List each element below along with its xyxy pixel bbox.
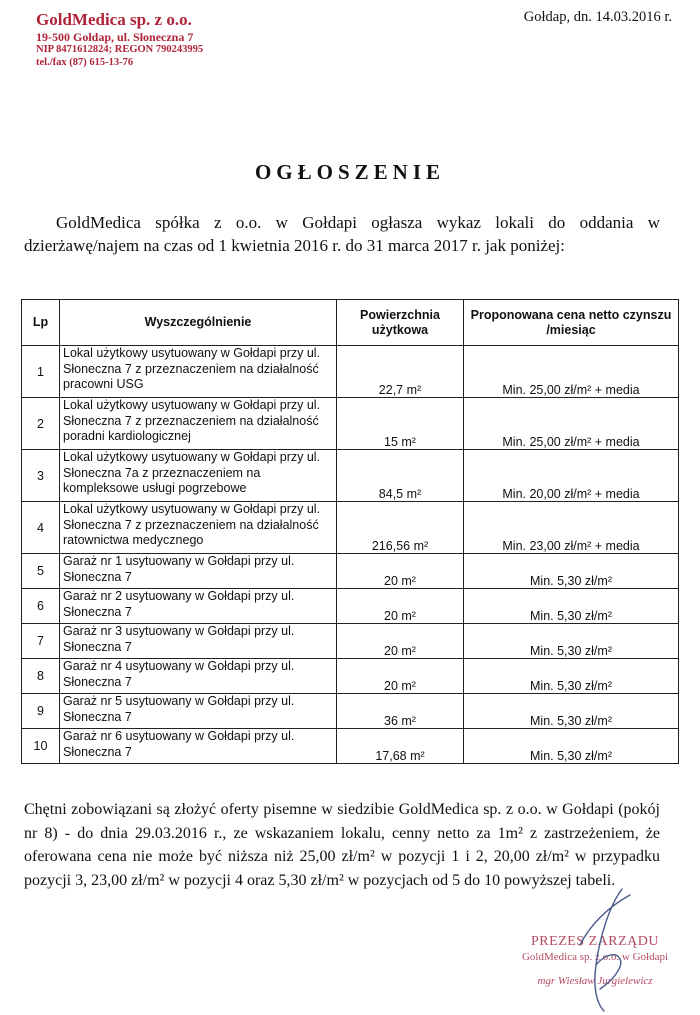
cell-lp: 7 bbox=[22, 624, 60, 659]
cell-lp: 10 bbox=[22, 729, 60, 764]
header-desc: Wyszczególnienie bbox=[60, 300, 337, 346]
cell-area: 20 m² bbox=[337, 624, 464, 659]
place-date: Gołdap, dn. 14.03.2016 r. bbox=[523, 9, 672, 25]
cell-area: 15 m² bbox=[337, 398, 464, 450]
cell-desc: Garaż nr 6 usytuowany w Gołdapi przy ul. Słoneczna 7 bbox=[60, 729, 337, 764]
cell-desc: Garaż nr 1 usytuowany w Gołdapi przy ul. Słoneczna 7 bbox=[60, 554, 337, 589]
stamp-company: GoldMedica sp. z o.o. w Gołdapi bbox=[521, 951, 669, 963]
cell-price: Min. 5,30 zł/m² bbox=[464, 624, 679, 659]
stamp-title: PREZES ZARZĄDU bbox=[531, 934, 659, 949]
table-row bbox=[22, 450, 679, 502]
cell-desc: Garaż nr 2 usytuowany w Gołdapi przy ul. Słoneczna 7 bbox=[60, 589, 337, 624]
table-row bbox=[22, 502, 679, 554]
cell-price: Min. 5,30 zł/m² bbox=[464, 694, 679, 729]
cell-area: 216,56 m² bbox=[337, 502, 464, 554]
cell-area: 20 m² bbox=[337, 554, 464, 589]
cell-price: Min. 25,00 zł/m² + media bbox=[464, 346, 679, 398]
cell-desc: Lokal użytkowy usytuowany w Gołdapi przy ul. Słoneczna 7 z przeznaczeniem na działalność poradni kardiologicznej bbox=[60, 398, 337, 450]
table-row bbox=[22, 624, 679, 659]
cell-lp: 2 bbox=[22, 398, 60, 450]
cell-area: 84,5 m² bbox=[337, 450, 464, 502]
intro-text: GoldMedica spółka z o.o. w Gołdapi ogłasza wykaz lokali do oddania w dzierżawę/najem na czas od 1 kwietnia 2016 r. do 31 marca 2017 r. jak poniżej: bbox=[24, 213, 660, 255]
table-row bbox=[22, 729, 679, 764]
cell-desc: Garaż nr 3 usytuowany w Gołdapi przy ul. Słoneczna 7 bbox=[60, 624, 337, 659]
header-lp: Lp bbox=[22, 300, 60, 346]
document-title: OGŁOSZENIE bbox=[254, 160, 446, 184]
lots-table bbox=[21, 299, 679, 764]
table-row bbox=[22, 659, 679, 694]
header-area: Powierzchnia użytkowa bbox=[337, 300, 464, 346]
cell-area: 20 m² bbox=[337, 659, 464, 694]
company-ids: NIP 8471612824; REGON 790243995 bbox=[36, 44, 204, 56]
cell-area: 22,7 m² bbox=[337, 346, 464, 398]
cell-area: 36 m² bbox=[337, 694, 464, 729]
table-row bbox=[22, 694, 679, 729]
cell-lp: 4 bbox=[22, 502, 60, 554]
cell-lp: 3 bbox=[22, 450, 60, 502]
cell-area: 20 m² bbox=[337, 589, 464, 624]
table-row bbox=[22, 398, 679, 450]
intro-paragraph bbox=[24, 211, 660, 257]
cell-price: Min. 5,30 zł/m² bbox=[464, 659, 679, 694]
cell-lp: 9 bbox=[22, 694, 60, 729]
letterhead bbox=[36, 10, 203, 69]
cell-price: Min. 25,00 zł/m² + media bbox=[464, 398, 679, 450]
cell-desc: Lokal użytkowy usytuowany w Gołdapi przy ul. Słoneczna 7a z przeznaczeniem na kompleksowe usługi pogrzebowe bbox=[60, 450, 337, 502]
table-header-row bbox=[22, 300, 679, 346]
cell-lp: 6 bbox=[22, 589, 60, 624]
cell-price: Min. 5,30 zł/m² bbox=[464, 589, 679, 624]
table-row bbox=[22, 589, 679, 624]
cell-lp: 1 bbox=[22, 346, 60, 398]
cell-price: Min. 20,00 zł/m² + media bbox=[464, 450, 679, 502]
cell-desc: Lokal użytkowy usytuowany w Gołdapi przy ul. Słoneczna 7 z przeznaczeniem na działalność ratownictwa medycznego bbox=[60, 502, 337, 554]
cell-desc: Garaż nr 4 usytuowany w Gołdapi przy ul. Słoneczna 7 bbox=[60, 659, 337, 694]
closing-paragraph: Chętni zobowiązani są złożyć oferty pisemne w siedzibie GoldMedica sp. z o.o. w Gołdapi (pokój nr 8) - do dnia 29.03.2016 r., ze wskazaniem lokalu, cenny netto za 1m² z zastrzeżeniem, że oferowana cena nie może być niższa niż 25,00 zł/m² w pozycji 1 i 2, 20,00 zł/m² w przypadku pozycji 3, 23,00 zł/m² w pozycji 4 oraz 5,30 zł/m² w pozycjach od 5 do 10 powyższej tabeli. bbox=[24, 801, 660, 890]
company-address: 19-500 Gołdap, ul. Słoneczna 7 bbox=[36, 30, 194, 45]
cell-lp: 5 bbox=[22, 554, 60, 589]
table-row bbox=[22, 346, 679, 398]
header-price: Proponowana cena netto czynszu /miesiąc bbox=[464, 300, 679, 346]
cell-price: Min. 23,00 zł/m² + media bbox=[464, 502, 679, 554]
company-name: GoldMedica sp. z o.o. bbox=[36, 10, 192, 29]
cell-area: 17,68 m² bbox=[337, 729, 464, 764]
stamp-person: mgr Wiesław Jurgielewicz bbox=[537, 975, 653, 987]
cell-price: Min. 5,30 zł/m² bbox=[464, 729, 679, 764]
handwritten-signature-icon bbox=[560, 885, 650, 1015]
cell-desc: Lokal użytkowy usytuowany w Gołdapi przy ul. Słoneczna 7 z przeznaczeniem na działalność pracowni USG bbox=[60, 346, 337, 398]
cell-desc: Garaż nr 5 usytuowany w Gołdapi przy ul. Słoneczna 7 bbox=[60, 694, 337, 729]
table-row bbox=[22, 554, 679, 589]
company-phone: tel./fax (87) 615-13-76 bbox=[36, 56, 134, 68]
cell-lp: 8 bbox=[22, 659, 60, 694]
cell-price: Min. 5,30 zł/m² bbox=[464, 554, 679, 589]
